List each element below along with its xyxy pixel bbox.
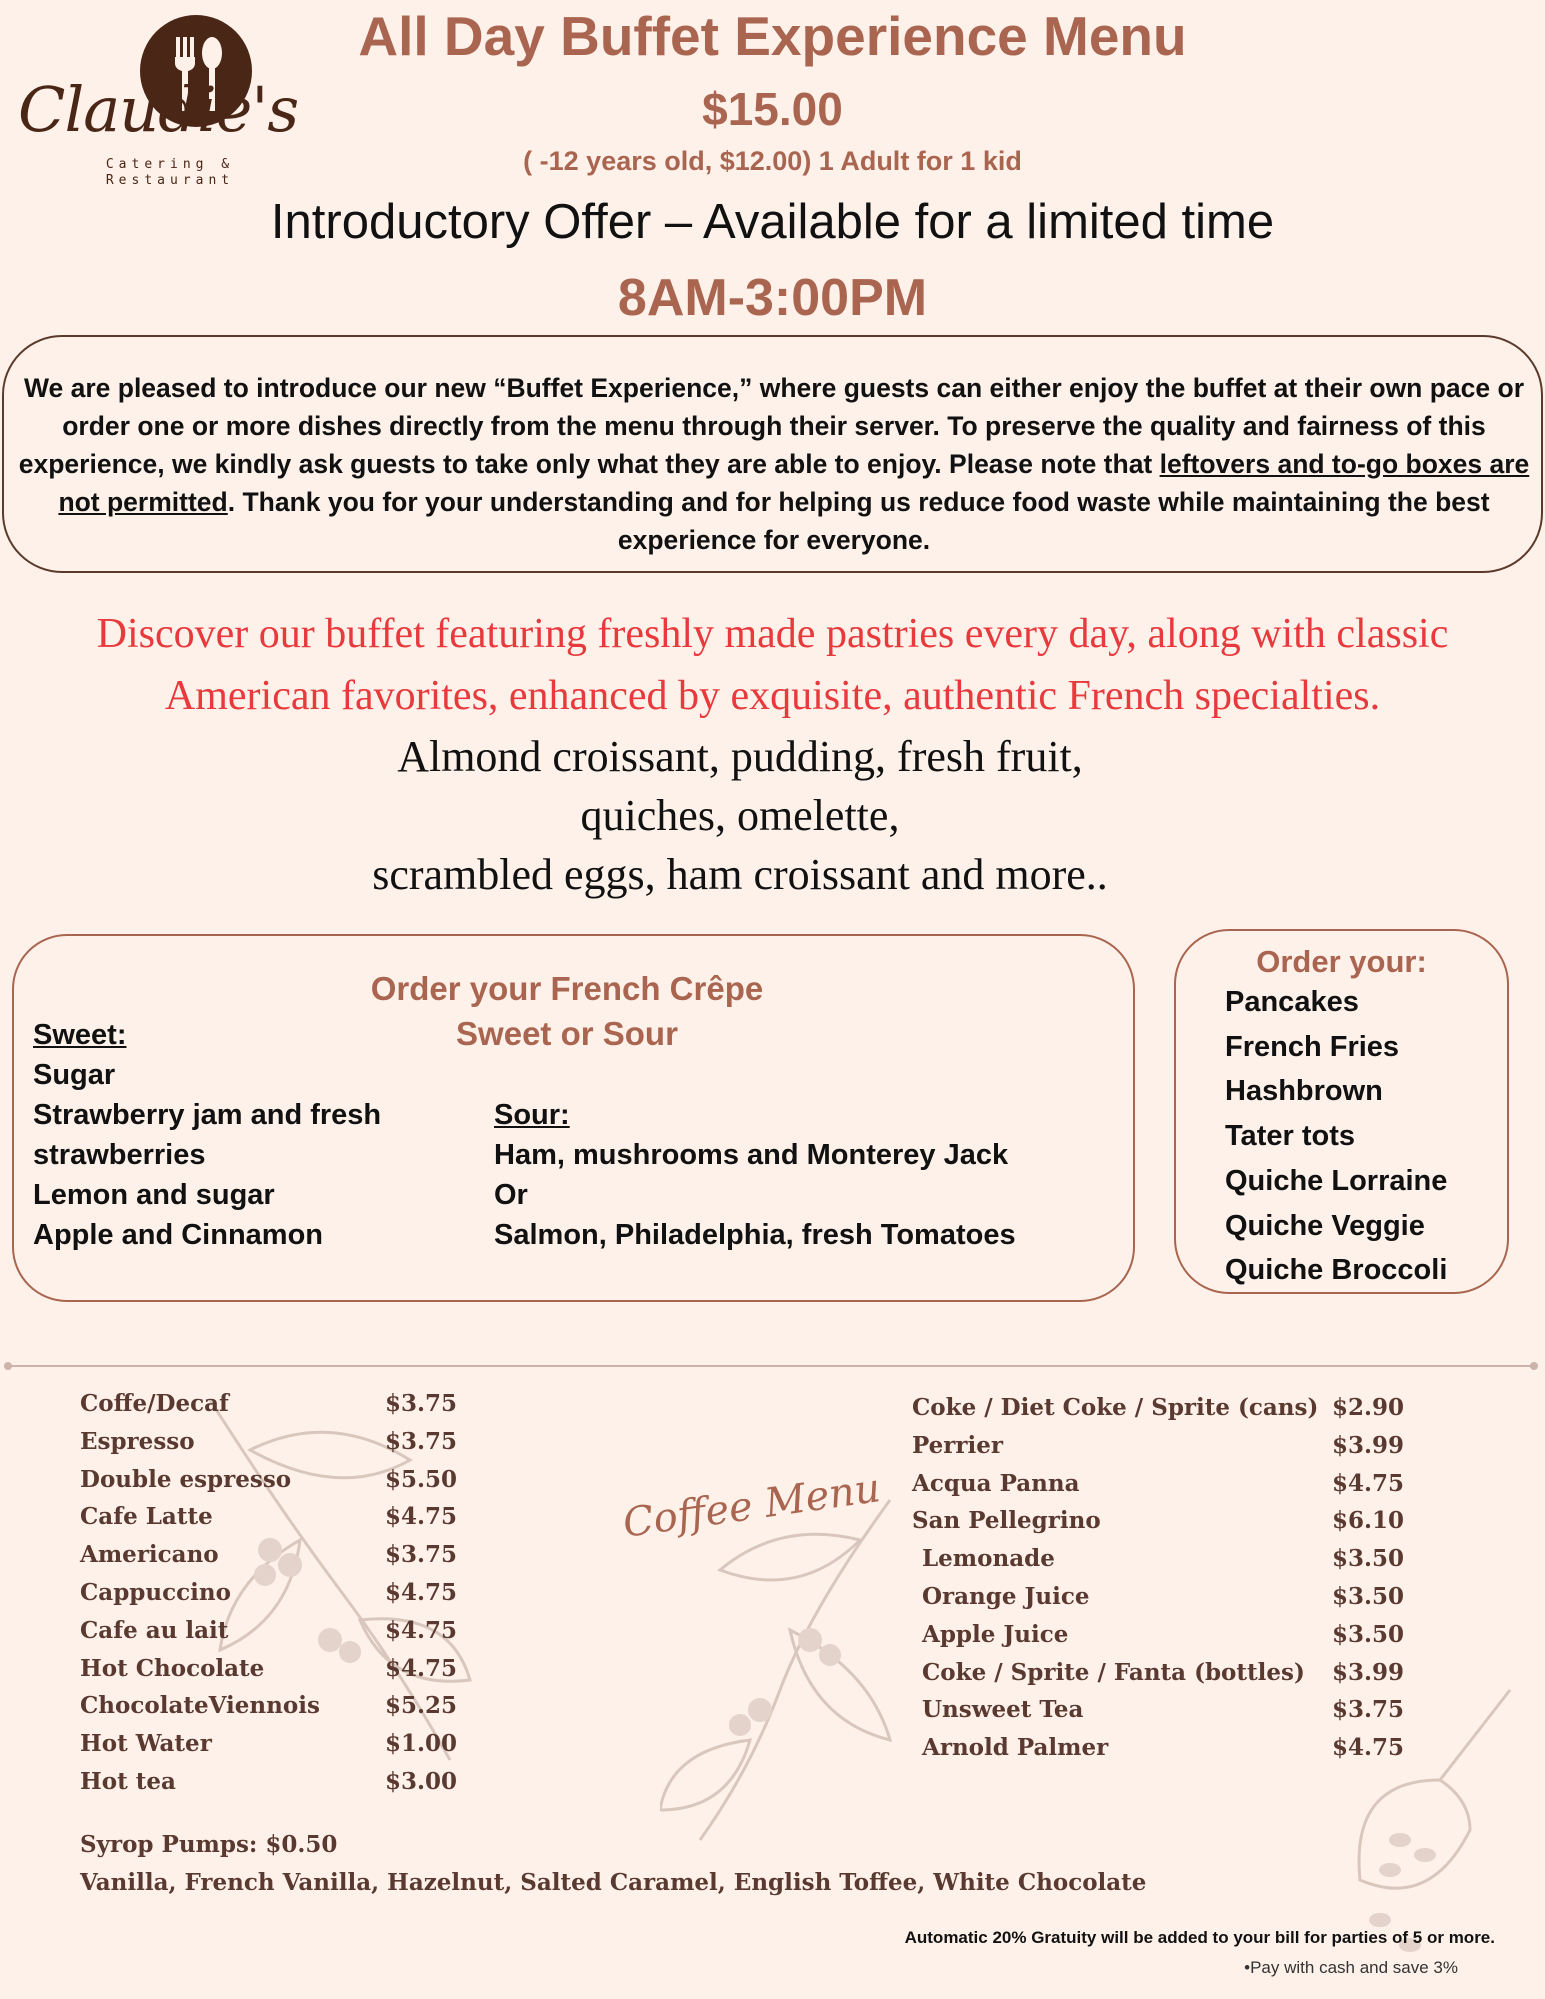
coffee-item-name: Espresso: [80, 1427, 195, 1455]
logo-script-text: Claudie's: [18, 73, 299, 146]
drink-item-price: $3.99: [1331, 1658, 1404, 1686]
sweet-crepe-list: [33, 1015, 453, 1255]
coffee-item-name: Hot Water: [80, 1730, 212, 1758]
drink-item-name: Acqua Panna: [912, 1469, 1080, 1497]
logo-subtitle-line2: Restaurant: [105, 173, 235, 188]
list-item: Quiche Broccoli: [1225, 1254, 1448, 1287]
drink-item-name: Coke / Sprite / Fanta (bottles): [922, 1658, 1305, 1686]
coffee-item-price: $3.75: [385, 1390, 458, 1417]
drink-item-name: Coke / Diet Coke / Sprite (cans): [912, 1394, 1319, 1421]
drink-item-price: $3.50: [1331, 1582, 1404, 1610]
drink-item-price: $3.50: [1331, 1545, 1404, 1573]
coffee-item-price: $4.75: [385, 1616, 458, 1644]
introductory-offer: Introductory Offer – Available for a limited time: [270, 195, 1275, 249]
discover-line2: American favorites, enhanced by exquisite, authentic French specialties.: [164, 673, 1381, 719]
drink-item-name: Lemonade: [922, 1545, 1055, 1573]
logo-subtitle-line1: Catering &: [105, 157, 235, 172]
drink-item-name: Orange Juice: [922, 1582, 1090, 1610]
drink-item-name: Perrier: [912, 1431, 1004, 1459]
coffee-item-name: Hot tea: [80, 1767, 176, 1795]
notice-part2: . Thank you for your understanding and for helping us reduce food waste while maintaining the best experience for everyone.: [227, 487, 1490, 555]
list-item: Quiche Veggie: [1225, 1209, 1425, 1242]
list-item: Strawberry jam and fresh: [33, 1099, 382, 1131]
coffee-item-price: $1.00: [385, 1730, 458, 1758]
crepe-title-line2: Sweet or Sour: [456, 1015, 678, 1052]
drink-item-price: $3.50: [1331, 1620, 1404, 1648]
list-item: Pancakes: [1225, 986, 1359, 1018]
coffee-item-price: $5.25: [385, 1692, 458, 1720]
drink-item-name: Apple Juice: [922, 1620, 1069, 1648]
order-your-title: Order your:: [1256, 944, 1427, 979]
drink-item-price: $4.75: [1331, 1469, 1404, 1497]
coffee-item-name: Coffe/Decaf: [80, 1390, 229, 1417]
drink-item-price: $3.99: [1331, 1431, 1404, 1459]
coffee-item-price: $4.75: [385, 1503, 458, 1531]
buffet-description: [0, 603, 1545, 727]
coffee-item-name: ChocolateViennois: [80, 1692, 320, 1720]
list-item: French Fries: [1225, 1030, 1400, 1063]
section-divider: [8, 1365, 1536, 1367]
coffee-item-name: Cafe au lait: [80, 1616, 229, 1644]
drink-prices-column: [1316, 1389, 1404, 1767]
sour-heading: Sour:: [494, 1099, 570, 1131]
gratuity-note: Automatic 20% Gratuity will be added to your bill for parties of 5 or more.: [904, 1928, 1495, 1947]
notice-no-leftovers: leftovers and to-go boxes are not permitted: [58, 449, 1530, 517]
drink-item-price: $2.90: [1331, 1394, 1404, 1421]
coffee-names-column: [80, 1385, 320, 1801]
list-item: Apple and Cinnamon: [33, 1219, 323, 1251]
coffee-item-name: Hot Chocolate: [80, 1654, 265, 1682]
drink-item-price: $4.75: [1331, 1734, 1404, 1762]
drink-item-price: $3.75: [1331, 1696, 1404, 1724]
coffee-item-price: $5.50: [385, 1465, 458, 1493]
dishes-line2: quiches, omelette,: [580, 791, 900, 840]
coffee-item-price: $3.75: [385, 1427, 458, 1455]
coffee-prices-column: [385, 1385, 457, 1801]
buffet-price: $15.00: [702, 83, 843, 135]
divider-dot-left: [4, 1362, 12, 1370]
list-item: strawberries: [33, 1139, 206, 1171]
cash-discount-note: •Pay with cash and save 3%: [1244, 1958, 1458, 1977]
drink-item-name: Arnold Palmer: [922, 1734, 1109, 1762]
drink-item-price: $6.10: [1331, 1507, 1404, 1535]
buffet-notice-box: [2, 335, 1543, 573]
coffee-item-price: $4.75: [385, 1654, 458, 1682]
list-item: Salmon, Philadelphia, fresh Tomatoes: [494, 1219, 1016, 1251]
divider-dot-right: [1530, 1362, 1538, 1370]
buffet-dishes: [280, 727, 1200, 904]
drink-item-name: Unsweet Tea: [922, 1696, 1084, 1724]
list-item: Ham, mushrooms and Monterey Jack: [494, 1139, 1009, 1171]
notice-text: [14, 369, 1534, 559]
order-your-list: [1225, 980, 1447, 1293]
coffee-item-price: $3.00: [385, 1767, 458, 1795]
drink-names-column: [912, 1389, 1318, 1767]
opening-hours: 8AM-3:00PM: [617, 269, 928, 327]
sweet-heading: Sweet:: [33, 1019, 127, 1051]
list-item: Hashbrown: [1225, 1075, 1383, 1108]
sour-crepe-list: [494, 1095, 1114, 1255]
list-item: Or: [494, 1179, 528, 1211]
coffee-branch-illustration-center: [660, 1490, 920, 1850]
discover-line1: Discover our buffet featuring freshly made pastries every day, along with classic: [96, 611, 1449, 657]
coffee-item-price: $3.75: [385, 1541, 458, 1569]
coffee-item-name: Cappuccino: [80, 1578, 231, 1606]
list-item: Tater tots: [1225, 1120, 1355, 1153]
coffee-menu-title: Coffee Menu: [620, 1465, 884, 1547]
coffee-item-name: Americano: [80, 1541, 219, 1569]
syrop-pumps-price: Syrop Pumps: $0.50: [80, 1831, 338, 1858]
list-item: Lemon and sugar: [33, 1179, 275, 1211]
coffee-item-price: $4.75: [385, 1578, 458, 1606]
list-item: Quiche Lorraine: [1225, 1164, 1448, 1197]
drink-item-name: San Pellegrino: [912, 1507, 1101, 1535]
notice-part1: We are pleased to introduce our new “Buffet Experience,” where guests can either enjoy the buffet at their own pace or order one or more dishes directly from the menu through their server. To preserve the quality and fairness of this experience, we kindly ask guests to take only what they are able to enjoy. Please note that: [18, 373, 1525, 479]
kids-price: ( -12 years old, $12.00) 1 Adult for 1 kid: [523, 146, 1022, 176]
dishes-line1: Almond croissant, pudding, fresh fruit,: [397, 732, 1083, 781]
syrop-flavors: Vanilla, French Vanilla, Hazelnut, Salted Caramel, English Toffee, White Chocolate: [80, 1869, 1147, 1896]
coffee-item-name: Double espresso: [80, 1465, 292, 1493]
crepe-title-line1: Order your French Crêpe: [370, 970, 764, 1007]
page-title: All Day Buffet Experience Menu: [358, 5, 1187, 67]
coffee-item-name: Cafe Latte: [80, 1503, 213, 1531]
dishes-line3: scrambled eggs, ham croissant and more..: [372, 850, 1108, 899]
list-item: Sugar: [33, 1059, 116, 1091]
